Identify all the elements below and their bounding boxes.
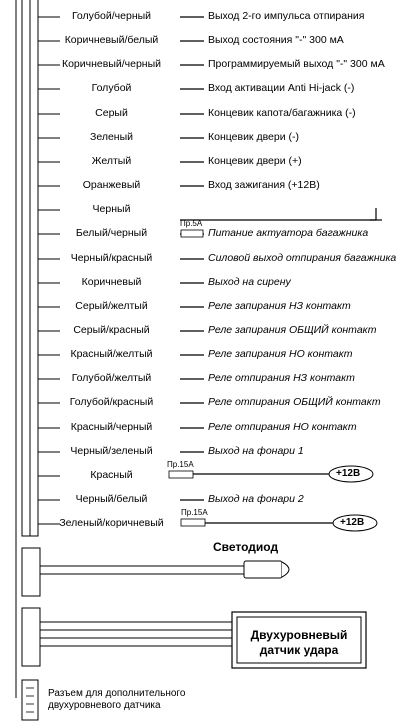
extra-connector-label-line1: Разъем для дополнительного <box>48 688 186 699</box>
wire-name: Голубой <box>91 82 132 94</box>
wire-name: Голубой/черный <box>71 10 152 22</box>
fuse-red-label: Пр.15А <box>167 460 194 469</box>
wire-name: Черный/зеленый <box>70 445 153 457</box>
wire-name: Голубой/желтый <box>71 372 152 384</box>
shock-sensor-label <box>238 628 360 658</box>
led-body-icon <box>244 561 282 578</box>
wire-name: Черный/белый <box>75 493 148 505</box>
plus12-label-green-brown: +12В <box>340 517 365 528</box>
wire-name: Зеленый <box>89 131 133 143</box>
wire-name: Голубой/красный <box>69 396 154 408</box>
wire-function: Концевик двери (+) <box>208 155 302 167</box>
fuse-trunk-label: Пр.5А <box>180 219 203 228</box>
wire-function: Концевик капота/багажника (-) <box>208 107 356 119</box>
wire-name: Красный/желтый <box>70 348 153 360</box>
wire-name: Черный <box>92 203 131 215</box>
shock-sensor-label-line1: Двухуровневый <box>250 628 348 642</box>
wire-name: Желтый <box>91 155 132 167</box>
wire-function: Реле запирания НЗ контакт <box>208 300 351 312</box>
led-title: Светодиод <box>213 540 279 554</box>
wire-function: Вход зажигания (+12В) <box>208 179 320 191</box>
wire-name: Коричневый/черный <box>61 58 162 70</box>
wire-name: Красный <box>90 469 133 481</box>
wire-function: Реле запирания ОБЩИЙ контакт <box>208 324 377 336</box>
wire-name: Зеленый/коричневый <box>59 517 164 529</box>
wire-function: Выход состояния "-" 300 мА <box>208 34 344 46</box>
wire-name: Серый/красный <box>73 324 150 336</box>
extra-connector-label-line2: двухуровневого датчика <box>48 700 161 711</box>
wire-function: Выход на фонари 1 <box>208 445 304 457</box>
wire-function: Концевик двери (-) <box>208 131 299 143</box>
led-lens-icon <box>282 562 289 577</box>
wire-name: Коричневый/белый <box>64 34 159 46</box>
shock-sensor-label-line2: датчик удара <box>259 643 339 657</box>
wire-function: Реле запирания НО контакт <box>208 348 353 360</box>
led-connector <box>22 548 40 596</box>
wire-function: Реле отпирания ОБЩИЙ контакт <box>208 396 381 408</box>
wire-function: Выход на фонари 2 <box>208 493 304 505</box>
wire-function: Выход на сирену <box>208 276 291 288</box>
wire-name: Серый <box>95 107 128 119</box>
wire-function: Питание актуатора багажника <box>208 227 369 239</box>
wire-name: Коричневый <box>81 276 142 288</box>
wire-function: Силовой выход отпирания багажника <box>208 252 397 264</box>
sensor-connector <box>22 608 40 666</box>
wire-function: Вход активации Anti Hi-jack (-) <box>208 82 355 94</box>
extra-sensor-connector <box>22 680 38 720</box>
wire-name: Красный/черный <box>70 421 153 433</box>
wire-function: Реле отпирания НЗ контакт <box>208 372 355 384</box>
wire-name: Оранжевый <box>82 179 141 191</box>
wire-name: Черный/красный <box>70 252 153 264</box>
extra-connector-label <box>48 688 185 712</box>
plus12-label-red: +12В <box>336 468 361 479</box>
wire-function: Программируемый выход "-" 300 мА <box>208 58 385 70</box>
wire-function: Реле отпирания НО контакт <box>208 421 357 433</box>
fuse-green-brown-label: Пр.15А <box>181 508 208 517</box>
wire-name: Серый/желтый <box>75 300 148 312</box>
wire-function: Выход 2-го импульса отпирания <box>208 10 365 22</box>
wire-name: Белый/черный <box>75 227 148 239</box>
